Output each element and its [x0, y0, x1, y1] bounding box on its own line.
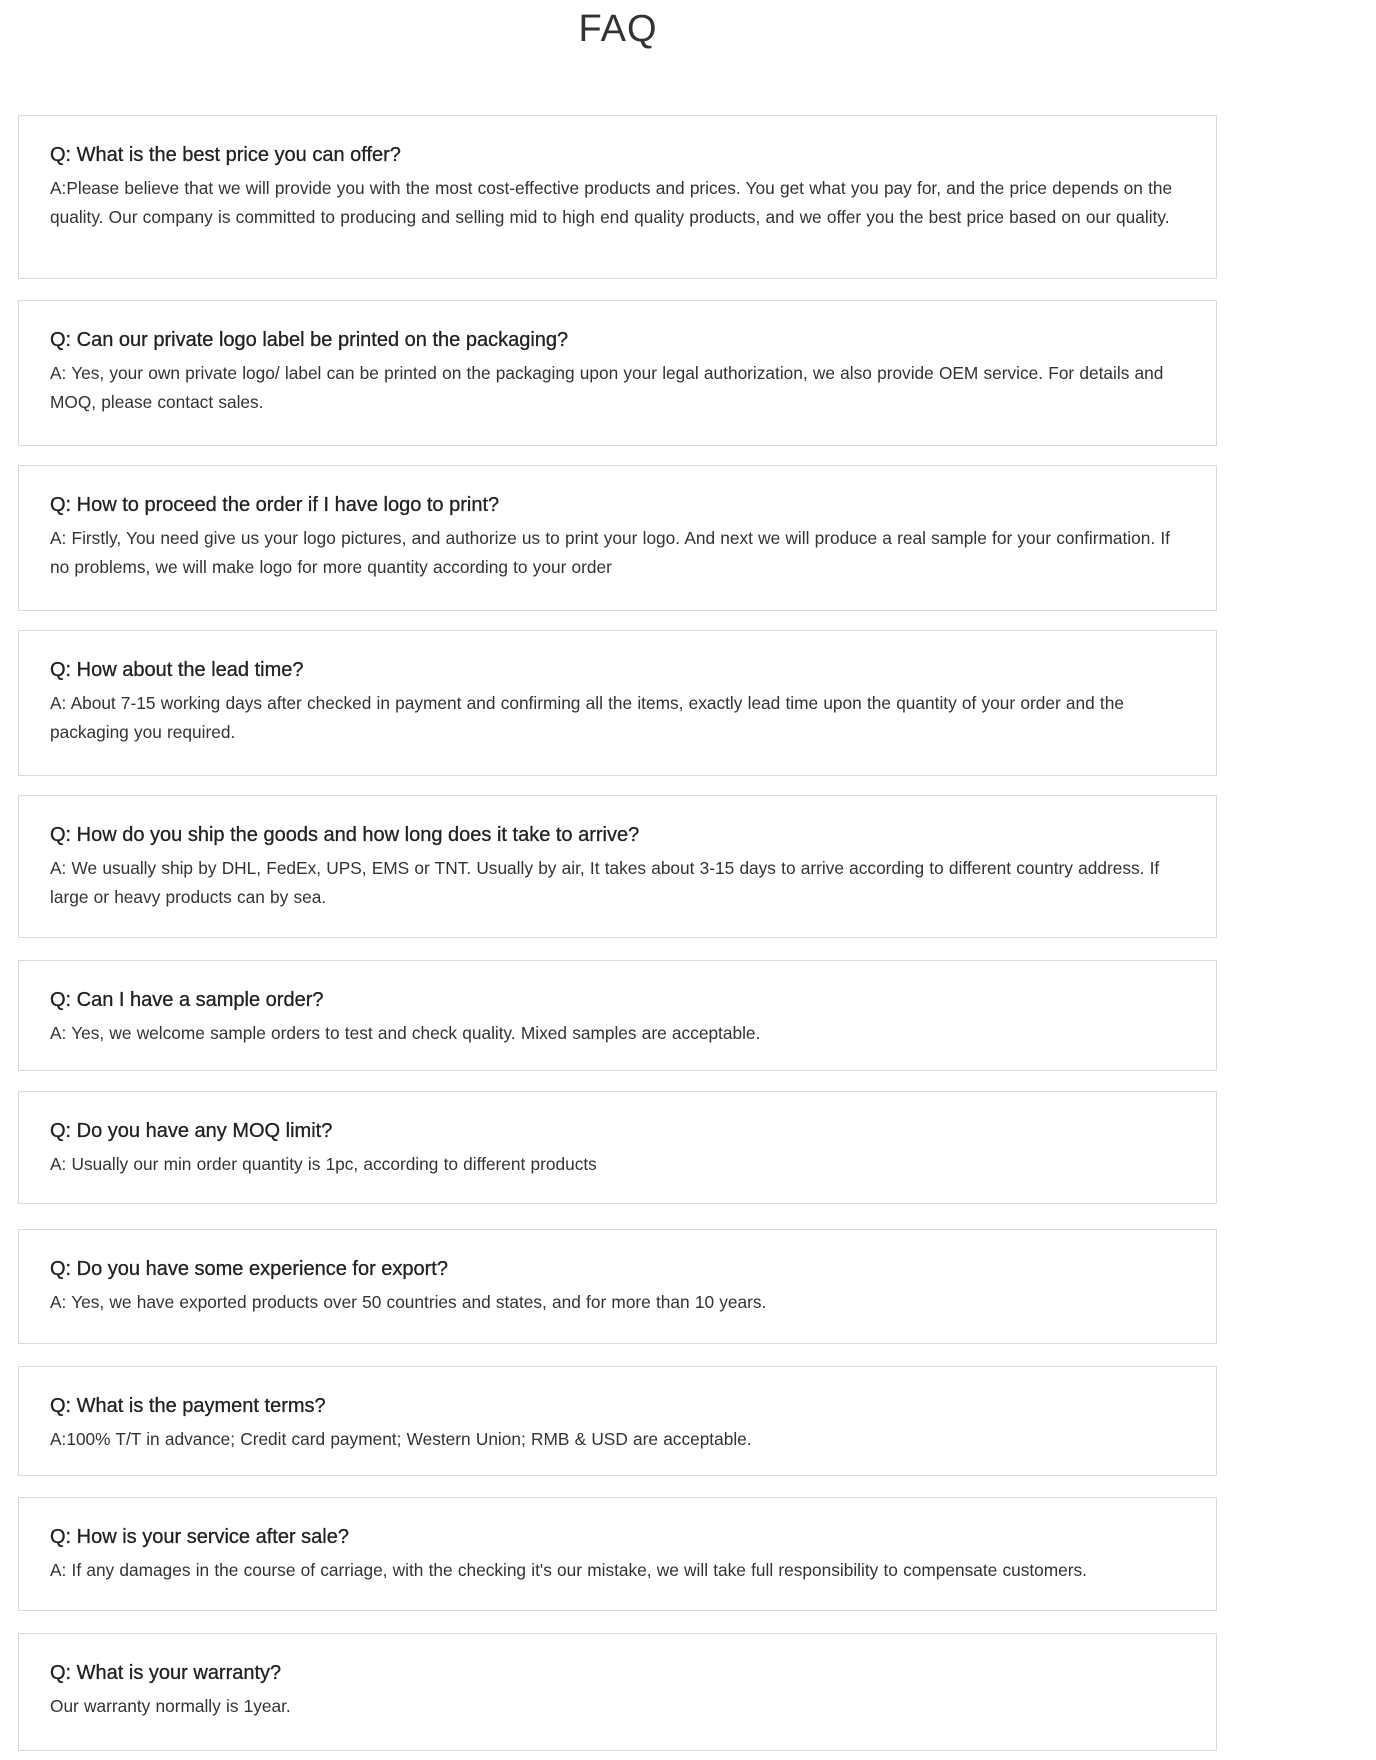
faq-question: Q: How about the lead time? [50, 659, 304, 681]
faq-answer: A: About 7-15 working days after checked in payment and confirming all the items, exactly lead time upon the quantity of your order and the packaging you required. [50, 693, 1124, 742]
faq-item [18, 1229, 1217, 1344]
faq-question: Q: How do you ship the goods and how long does it take to arrive? [50, 824, 640, 846]
faq-question: Q: What is the payment terms? [50, 1395, 326, 1417]
faq-question: Q: Do you have any MOQ limit? [50, 1120, 333, 1142]
faq-item [18, 795, 1217, 938]
faq-answer: A: Yes, your own private logo/ label can be printed on the packaging upon your legal authorization, we also provide OEM service. For details and MOQ, please contact sales. [50, 363, 1164, 412]
faq-item [18, 1633, 1217, 1751]
faq-answer: A: Firstly, You need give us your logo pictures, and authorize us to print your logo. And next we will produce a real sample for your confirmation. If no problems, we will make logo for more quantity according to your order [50, 528, 1170, 577]
faq-answer: A: Yes, we have exported products over 50 countries and states, and for more than 10 years. [50, 1292, 767, 1312]
faq-item [18, 1497, 1217, 1611]
faq-item [18, 630, 1217, 776]
faq-item [18, 300, 1217, 446]
faq-item [18, 960, 1217, 1071]
faq-item [18, 465, 1217, 611]
faq-answer: A: Yes, we welcome sample orders to test and check quality. Mixed samples are acceptable. [50, 1023, 761, 1043]
faq-question: Q: Can I have a sample order? [50, 989, 324, 1011]
faq-answer: A: We usually ship by DHL, FedEx, UPS, EMS or TNT. Usually by air, It takes about 3-15 days to arrive according to different country address. If large or heavy products can by sea. [50, 858, 1160, 907]
page-title: FAQ [578, 8, 658, 50]
faq-item [18, 1366, 1217, 1476]
faq-answer: A:100% T/T in advance; Credit card payment; Western Union; RMB & USD are acceptable. [50, 1429, 752, 1449]
faq-item [18, 115, 1217, 279]
faq-question: Q: What is your warranty? [50, 1662, 282, 1684]
faq-answer: Our warranty normally is 1year. [50, 1696, 291, 1716]
faq-question: Q: What is the best price you can offer? [50, 144, 401, 166]
faq-question: Q: Can our private logo label be printed on the packaging? [50, 329, 569, 351]
faq-question: Q: How is your service after sale? [50, 1526, 349, 1548]
faq-answer: A: Usually our min order quantity is 1pc, according to different products [50, 1154, 597, 1174]
faq-item [18, 1091, 1217, 1204]
faq-question: Q: How to proceed the order if I have logo to print? [50, 494, 500, 516]
faq-answer: A: If any damages in the course of carriage, with the checking it's our mistake, we will take full responsibility to compensate customers. [50, 1560, 1087, 1580]
faq-answer: A:Please believe that we will provide you with the most cost-effective products and prices. You get what you pay for, and the price depends on the quality. Our company is committed to producing and selling mid to high end quality products, and we offer you the best price based on our quality. [50, 178, 1173, 227]
faq-question: Q: Do you have some experience for export? [50, 1258, 448, 1280]
